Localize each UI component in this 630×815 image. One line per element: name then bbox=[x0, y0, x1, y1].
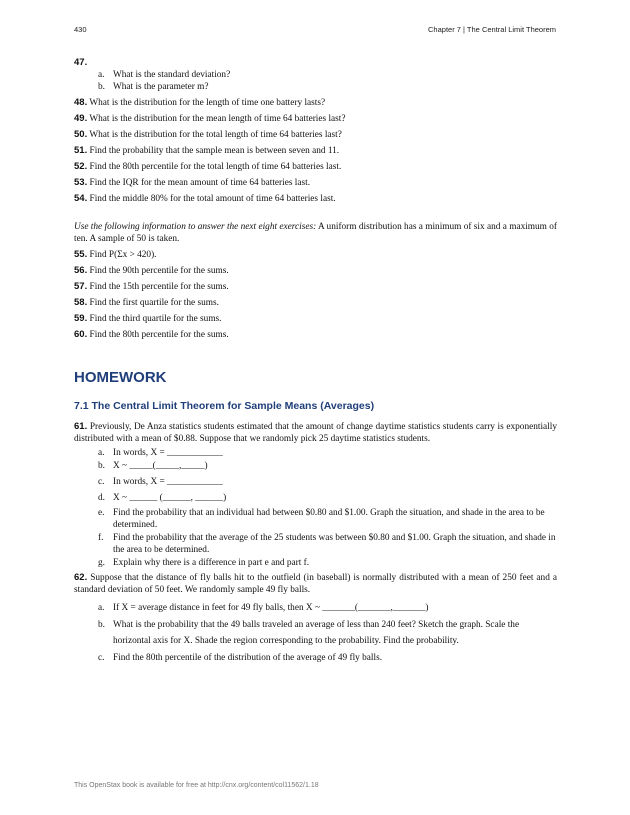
exercise-text: Find the 15th percentile for the sums. bbox=[89, 282, 229, 292]
exercise-item bbox=[74, 249, 557, 261]
exercise-61-c: In words, X = ____________ bbox=[113, 477, 223, 487]
instructions-body: A uniform distribution has a minimum of six and a maximum of ten. A sample of 50 is taken. bbox=[74, 222, 557, 244]
exercise-number: 48. bbox=[74, 97, 88, 108]
exercise-item bbox=[74, 97, 557, 109]
exercise-text: Find the middle 80% for the total amount of time 64 batteries last. bbox=[89, 194, 336, 204]
exercise-62-text: Suppose that the distance of fly balls hit to the outfield (in baseball) is normally distributed with a mean of 250 feet and a standard deviation of 50 feet. We randomly sample 49 fly balls. bbox=[74, 573, 557, 595]
section-heading: 7.1 The Central Limit Theorem for Sample Means (Averages) bbox=[74, 400, 375, 412]
exercise-number: 55. bbox=[74, 249, 88, 260]
exercise-number: 53. bbox=[74, 177, 88, 188]
exercise-text: Find the IQR for the mean amount of time 64 batteries last. bbox=[89, 178, 311, 188]
exercise-62-b: What is the probability that the 49 balls traveled an average of less than 240 feet? Sketch the graph. Scale the horizontal axis for X. Shade the region corresponding to the probability. Find the probability. bbox=[113, 620, 520, 646]
exercise-61-b: X ~ _____(_____,_____) bbox=[113, 461, 208, 471]
exercise-number: 58. bbox=[74, 297, 88, 308]
chapter-header: Chapter 7 | The Central Limit Theorem bbox=[428, 25, 556, 34]
page-content: 47. a. What is the standard deviation? b. What is the parameter m? 48. What is the distribution for the length of time one battery lasts? 49. What is the distribution for the mean length of time 64 batteries last? 50. What is the distribution for the total length of time 64 batteries last? 51. Find the probability that the sample mean is between seven and 11. 52. Find the 80th percentile for the total length of time 64 batteries last. 53. Find the IQR for the mean amount of time 64 batteries last. 54. Find the middle 80% for the total amount of time 64 batteries last. Use the following information to answer the next eight exercises: A uniform distribution has a minimum of six and a maximum of ten. A sample of 50 is taken. 55. Find P(Σx > 420). 56. Find the 90th percentile for the sums. 57. Find the 15th percentile for the sums. 58. Find the first quartile for the sums. 59. Find the third quartile for the sums. 60. Find the 80th percentile for the sums. HOMEWORK 7.1 The Central Limit Theorem for Sample Means (Averages) 61. Previously, De Anza statistics students estimated that the amount of change daytime statistics students carry is exponentially distributed with a mean of $0.88. Suppose that we randomly pick 25 daytime statistics students. a. In words, X = ____________ b. X ~ _____(_____,_____) c. In words, X = ____________ d. X ~ ______ (______, ______) e. Find the probability that an individual had between $0.80 and $1.00. Graph the situation, and shade in the area to be determined. f. Find the probability that the average of the 25 students was between $0.80 and $1.00. Graph the situation, and shade in the area to be determined. g. Explain why there is a difference in part e and part f. 62. Suppose that the distance of fly balls hit to the outfield (in baseball) is normally distributed with a mean of 250 feet and a standard deviation of 50 feet. We randomly sample 49 fly balls. a. If X = average distance in feet for 49 fly balls, then X ~ _______(_______,_______) b. What is the probability that the 49 balls traveled an average of less than 240 feet? Sketch the graph. Scale the horizontal axis for X. Shade the region corresponding to the probability. Find the probability. c. Find the 80th percentile of the distribution of the average of 49 fly balls. bbox=[74, 57, 557, 663]
exercise-text: What is the distribution for the mean length of time 64 batteries last? bbox=[89, 114, 346, 124]
instructions-paragraph bbox=[74, 221, 557, 245]
exercise-item bbox=[74, 193, 557, 205]
page-number: 430 bbox=[74, 25, 87, 34]
exercise-62 bbox=[74, 572, 557, 596]
exercise-list-48-54 bbox=[74, 97, 557, 205]
exercise-number: 59. bbox=[74, 313, 88, 324]
exercise-62-a: If X = average distance in feet for 49 fly balls, then X ~ _______(_______,_______) bbox=[113, 603, 429, 613]
exercise-item bbox=[74, 177, 557, 189]
exercise-item bbox=[74, 329, 557, 341]
exercise-47-a: What is the standard deviation? bbox=[113, 70, 231, 80]
exercise-text: Find P(Σx > 420). bbox=[89, 250, 157, 260]
exercise-number: 52. bbox=[74, 161, 88, 172]
exercise-text: Find the 90th percentile for the sums. bbox=[89, 266, 229, 276]
exercise-text: What is the distribution for the total length of time 64 batteries last? bbox=[89, 130, 342, 140]
exercise-number: 56. bbox=[74, 265, 88, 276]
exercise-number: 54. bbox=[74, 193, 88, 204]
page-footer: This OpenStax book is available for free at http://cnx.org/content/col11562/1.18 bbox=[74, 782, 319, 789]
exercise-61-f: Find the probability that the average of the 25 students was between $0.80 and $1.00. Graph the situation, and shade in the area to be determined. bbox=[113, 533, 556, 555]
exercise-item bbox=[74, 265, 557, 277]
exercise-number: 61. bbox=[74, 421, 88, 432]
exercise-text: Find the probability that the sample mean is between seven and 11. bbox=[89, 146, 340, 156]
exercise-number: 47. bbox=[74, 57, 88, 68]
exercise-61-g: Explain why there is a difference in part e and part f. bbox=[113, 558, 310, 568]
exercise-item bbox=[74, 113, 557, 125]
exercise-number: 60. bbox=[74, 329, 88, 340]
exercise-item bbox=[74, 297, 557, 309]
exercise-number: 49. bbox=[74, 113, 88, 124]
exercise-61-text: Previously, De Anza statistics students estimated that the amount of change daytime statistics students carry is exponentially distributed with a mean of $0.88. Suppose that we randomly pick 25 daytime statistics students. bbox=[74, 422, 557, 444]
exercise-47: 47. a. What is the standard deviation? b. What is the parameter m? bbox=[74, 57, 557, 93]
exercise-number: 51. bbox=[74, 145, 88, 156]
exercise-62-c: Find the 80th percentile of the distribution of the average of 49 fly balls. bbox=[113, 653, 383, 663]
exercise-number: 50. bbox=[74, 129, 88, 140]
exercise-number: 62. bbox=[74, 572, 88, 583]
instructions-lead: Use the following information to answer the next eight exercises: bbox=[74, 222, 317, 232]
exercise-item bbox=[74, 161, 557, 173]
exercise-61-e: Find the probability that an individual had between $0.80 and $1.00. Graph the situation, and shade in the area to be determined. bbox=[113, 508, 545, 530]
exercise-61-a: In words, X = ____________ bbox=[113, 448, 223, 458]
exercise-item bbox=[74, 281, 557, 293]
exercise-61 bbox=[74, 421, 557, 445]
exercise-item bbox=[74, 145, 557, 157]
exercise-text: Find the 80th percentile for the sums. bbox=[89, 330, 229, 340]
exercise-text: Find the first quartile for the sums. bbox=[89, 298, 219, 308]
exercise-number: 57. bbox=[74, 281, 88, 292]
exercise-list-55-60 bbox=[74, 249, 557, 341]
exercise-item bbox=[74, 313, 557, 325]
exercise-text: Find the third quartile for the sums. bbox=[89, 314, 222, 324]
homework-heading: HOMEWORK bbox=[74, 369, 167, 386]
exercise-text: What is the distribution for the length of time one battery lasts? bbox=[89, 98, 326, 108]
exercise-item bbox=[74, 129, 557, 141]
exercise-47-b: What is the parameter m? bbox=[113, 82, 209, 92]
exercise-text: Find the 80th percentile for the total length of time 64 batteries last. bbox=[89, 162, 342, 172]
exercise-61-d: X ~ ______ (______, ______) bbox=[113, 493, 227, 503]
